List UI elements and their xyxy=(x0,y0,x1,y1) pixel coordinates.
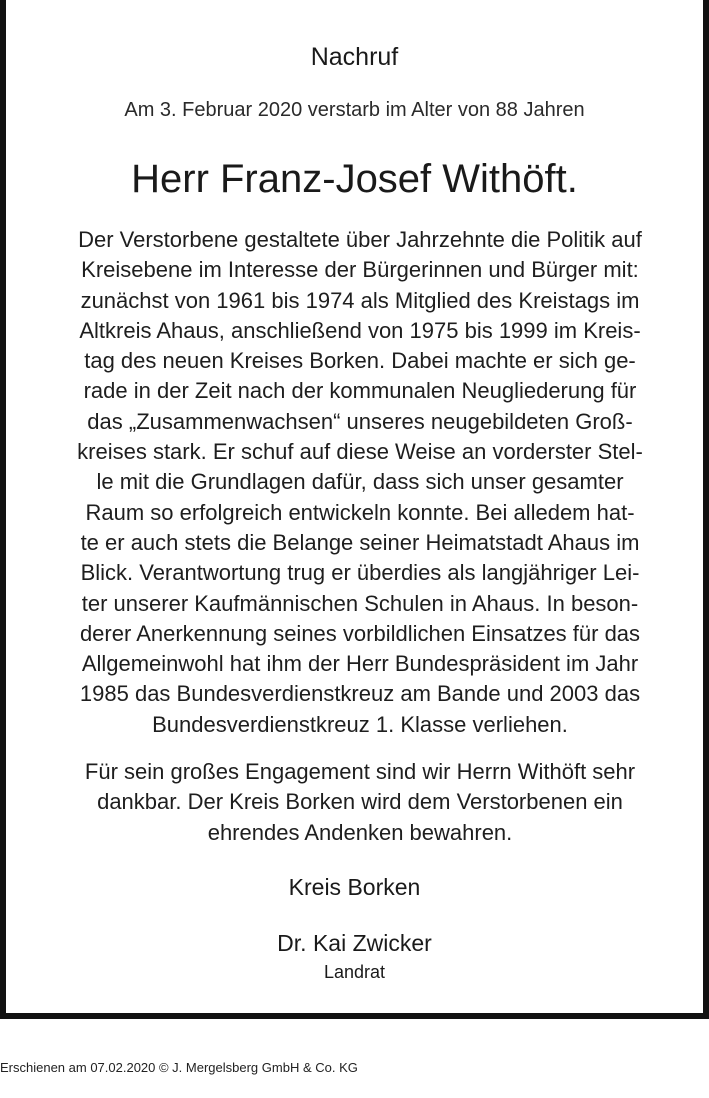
tribute-line: le mit die Grundlagen dafür, dass sich unser gesamter xyxy=(96,469,624,495)
tribute-line: Allgemeinwohl hat ihm der Herr Bundespräsident im Jahr xyxy=(81,651,639,677)
tribute-paragraph xyxy=(42,225,678,740)
signer-role: Landrat xyxy=(323,962,386,982)
closing-line: dankbar. Der Kreis Borken wird dem Verstorbenen ein xyxy=(97,789,623,815)
death-date-line: Am 3. Februar 2020 verstarb im Alter von 88 Jahren xyxy=(124,99,585,121)
tribute-line: ter unserer Kaufmännischen Schulen in Ahaus. In beson- xyxy=(81,590,639,616)
closing-line: Für sein großes Engagement sind wir Herrn Withöft sehr xyxy=(84,759,636,784)
tribute-line: Blick. Verantwortung trug er überdies als langjähriger Lei- xyxy=(80,560,640,586)
tribute-line: Der Verstorbene gestaltete über Jahrzehnte die Politik auf xyxy=(78,227,642,252)
notice-heading: Nachruf xyxy=(310,43,399,71)
tribute-line: rade in der Zeit nach der kommunalen Neugliederung für xyxy=(83,378,637,404)
tribute-line: tag des neuen Kreises Borken. Dabei machte er sich ge- xyxy=(84,348,636,374)
deceased-name: Herr Franz-Josef Withöft. xyxy=(131,157,578,201)
tribute-line: kreises stark. Er schuf auf diese Weise an vorderster Stel- xyxy=(77,439,643,465)
organization-name: Kreis Borken xyxy=(288,874,421,900)
tribute-line: Kreisebene im Interesse der Bürgerinnen und Bürger mit: xyxy=(81,257,639,283)
signer-name: Dr. Kai Zwicker xyxy=(277,930,432,956)
tribute-line: derer Anerkennung seines vorbildlichen Einsatzes für das xyxy=(79,620,641,646)
tribute-line: 1985 das Bundesverdienstkreuz am Bande und 2003 das xyxy=(79,681,641,707)
closing-paragraph xyxy=(42,757,678,848)
tribute-line: zunächst von 1961 bis 1974 als Mitglied des Kreistags im xyxy=(80,287,640,313)
tribute-line: Raum so erfolgreich entwickeln konnte. Bei alledem hat- xyxy=(85,499,635,525)
tribute-line: Bundesverdienstkreuz 1. Klasse verliehen. xyxy=(152,711,568,737)
tribute-line: Altkreis Ahaus, anschließend von 1975 bis 1999 im Kreis- xyxy=(79,317,641,343)
publication-footer: Erschienen am 07.02.2020 © J. Mergelsberg GmbH & Co. KG xyxy=(0,1060,358,1075)
closing-line: ehrendes Andenken bewahren. xyxy=(207,819,513,845)
tribute-line: das „Zusammenwachsen“ unseres neugebildeten Groß- xyxy=(87,408,633,434)
tribute-line: te er auch stets die Belange seiner Heimatstadt Ahaus im xyxy=(80,529,640,555)
